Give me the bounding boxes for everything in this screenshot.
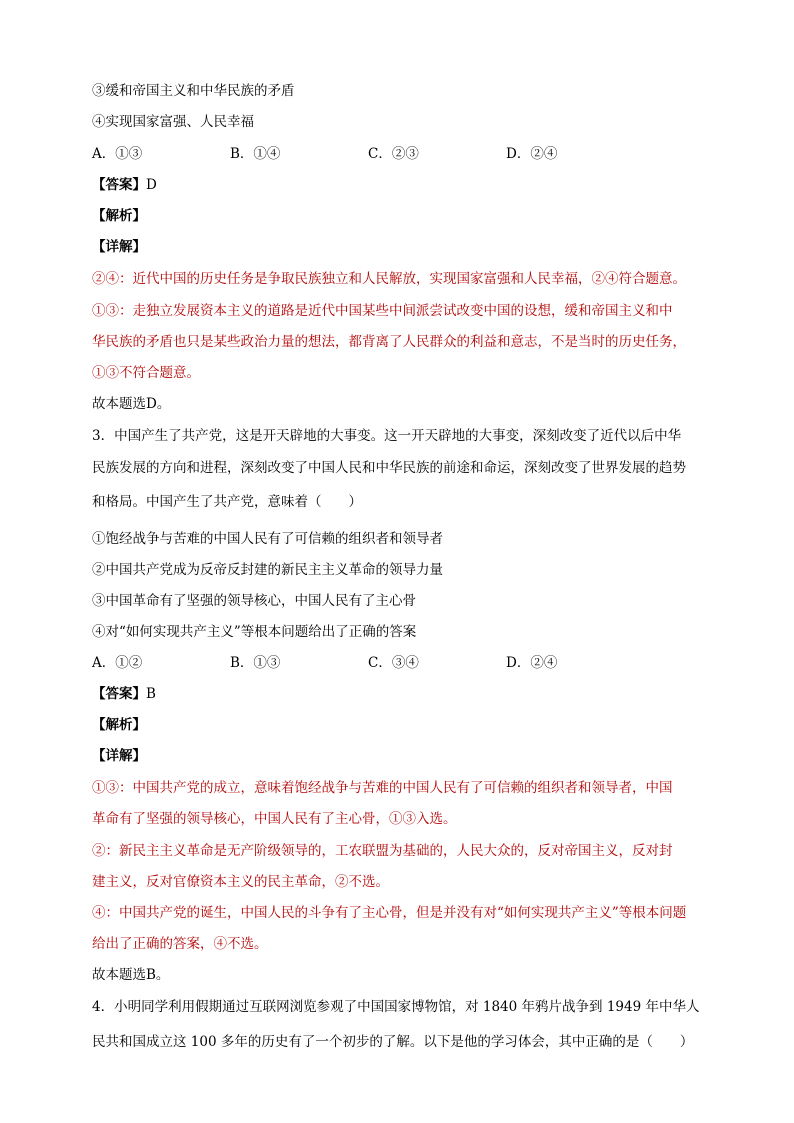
q3-answer (92, 685, 156, 703)
q4-stem-line: 4．小明同学利用假期通过互联网浏览参观了中国国家博物馆，对 1840 年鸦片战争到 1949 年中华人 (92, 999, 700, 1015)
q3-analysis-label: 【解析】 (92, 717, 146, 733)
q3-detail-label: 【详解】 (92, 748, 146, 764)
q3-answer-label: 【答案】 (92, 686, 146, 702)
q2-detail-label: 【详解】 (92, 239, 146, 255)
q3-detail-line: ①③：中国共产党的成立，意味着饱经战争与苦难的中国人民有了可信赖的组织者和领导者，中国 (92, 780, 673, 796)
q3-stem-line: 3．中国产生了共产党，这是开天辟地的大事变。这一开天辟地的大事变，深刻改变了近代以后中华 (92, 428, 682, 444)
q2-option-b: B．①④ (230, 146, 281, 162)
q2-answer-label: 【答案】 (92, 177, 146, 193)
q2-detail-line: ①③：走独立发展资本主义的道路是近代中国某些中间派尝试改变中国的设想，缓和帝国主义和中 (92, 303, 673, 319)
q2-analysis-label: 【解析】 (92, 208, 146, 224)
q3-detail-line: ④：中国共产党的诞生，中国人民的斗争有了主心骨，但是并没有对“如何实现共产主义”等根本问题 (92, 905, 687, 921)
q2-option-d: D．②④ (506, 146, 558, 162)
q3-stem-line: 民族发展的方向和进程，深刻改变了中国人民和中华民族的前途和命运，深刻改变了世界发展的趋势 (92, 460, 686, 476)
q2-option-a: A．①③ (92, 146, 143, 162)
q2-option-c: C．②③ (368, 146, 419, 162)
q3-answer-value: B (146, 686, 156, 702)
q3-item-2: ②中国共产党成为反帝反封建的新民主主义革命的领导力量 (92, 562, 443, 578)
q2-detail-line: 华民族的矛盾也只是某些政治力量的想法，都背离了人民群众的利益和意志，不是当时的历史任务， (92, 334, 686, 350)
q2-answer (92, 176, 157, 194)
q3-detail-line: ②：新民主主义革命是无产阶级领导的，工农联盟为基础的，人民大众的，反对帝国主义，反对封 (92, 843, 673, 859)
q4-stem-line: 民共和国成立这 100 多年的历史有了一个初步的了解。以下是他的学习体会，其中正确的是（ ） (92, 1034, 694, 1050)
q3-conclusion: 故本题选B。 (92, 967, 170, 983)
q3-detail-line: 给出了正确的答案，④不选。 (92, 936, 268, 952)
q2-detail-line: ①③不符合题意。 (92, 365, 200, 381)
q3-option-a: A．①② (92, 655, 143, 671)
q2-item-4: ④实现国家富强、人民幸福 (92, 114, 254, 130)
q2-conclusion: 故本题选D。 (92, 396, 171, 412)
q2-detail-line: ②④：近代中国的历史任务是争取民族独立和人民解放，实现国家富强和人民幸福，②④符合题意。 (92, 271, 686, 287)
q2-item-3: ③缓和帝国主义和中华民族的矛盾 (92, 83, 295, 99)
q3-detail-line: 革命有了坚强的领导核心，中国人民有了主心骨，①③入选。 (92, 811, 457, 827)
q3-option-d: D．②④ (506, 655, 558, 671)
q3-item-3: ③中国革命有了坚强的领导核心，中国人民有了主心骨 (92, 593, 416, 609)
q3-detail-line: 建主义，反对官僚资本主义的民主革命，②不选。 (92, 874, 389, 890)
q3-option-b: B．①③ (230, 655, 281, 671)
q3-option-c: C．③④ (368, 655, 419, 671)
q3-item-4: ④对“如何实现共产主义”等根本问题给出了正确的答案 (92, 624, 417, 640)
q3-stem-line: 和格局。中国产生了共产党，意味着（ ） (92, 494, 362, 510)
q3-item-1: ①饱经战争与苦难的中国人民有了可信赖的组织者和领导者 (92, 531, 443, 547)
q2-answer-value: D (146, 177, 157, 193)
